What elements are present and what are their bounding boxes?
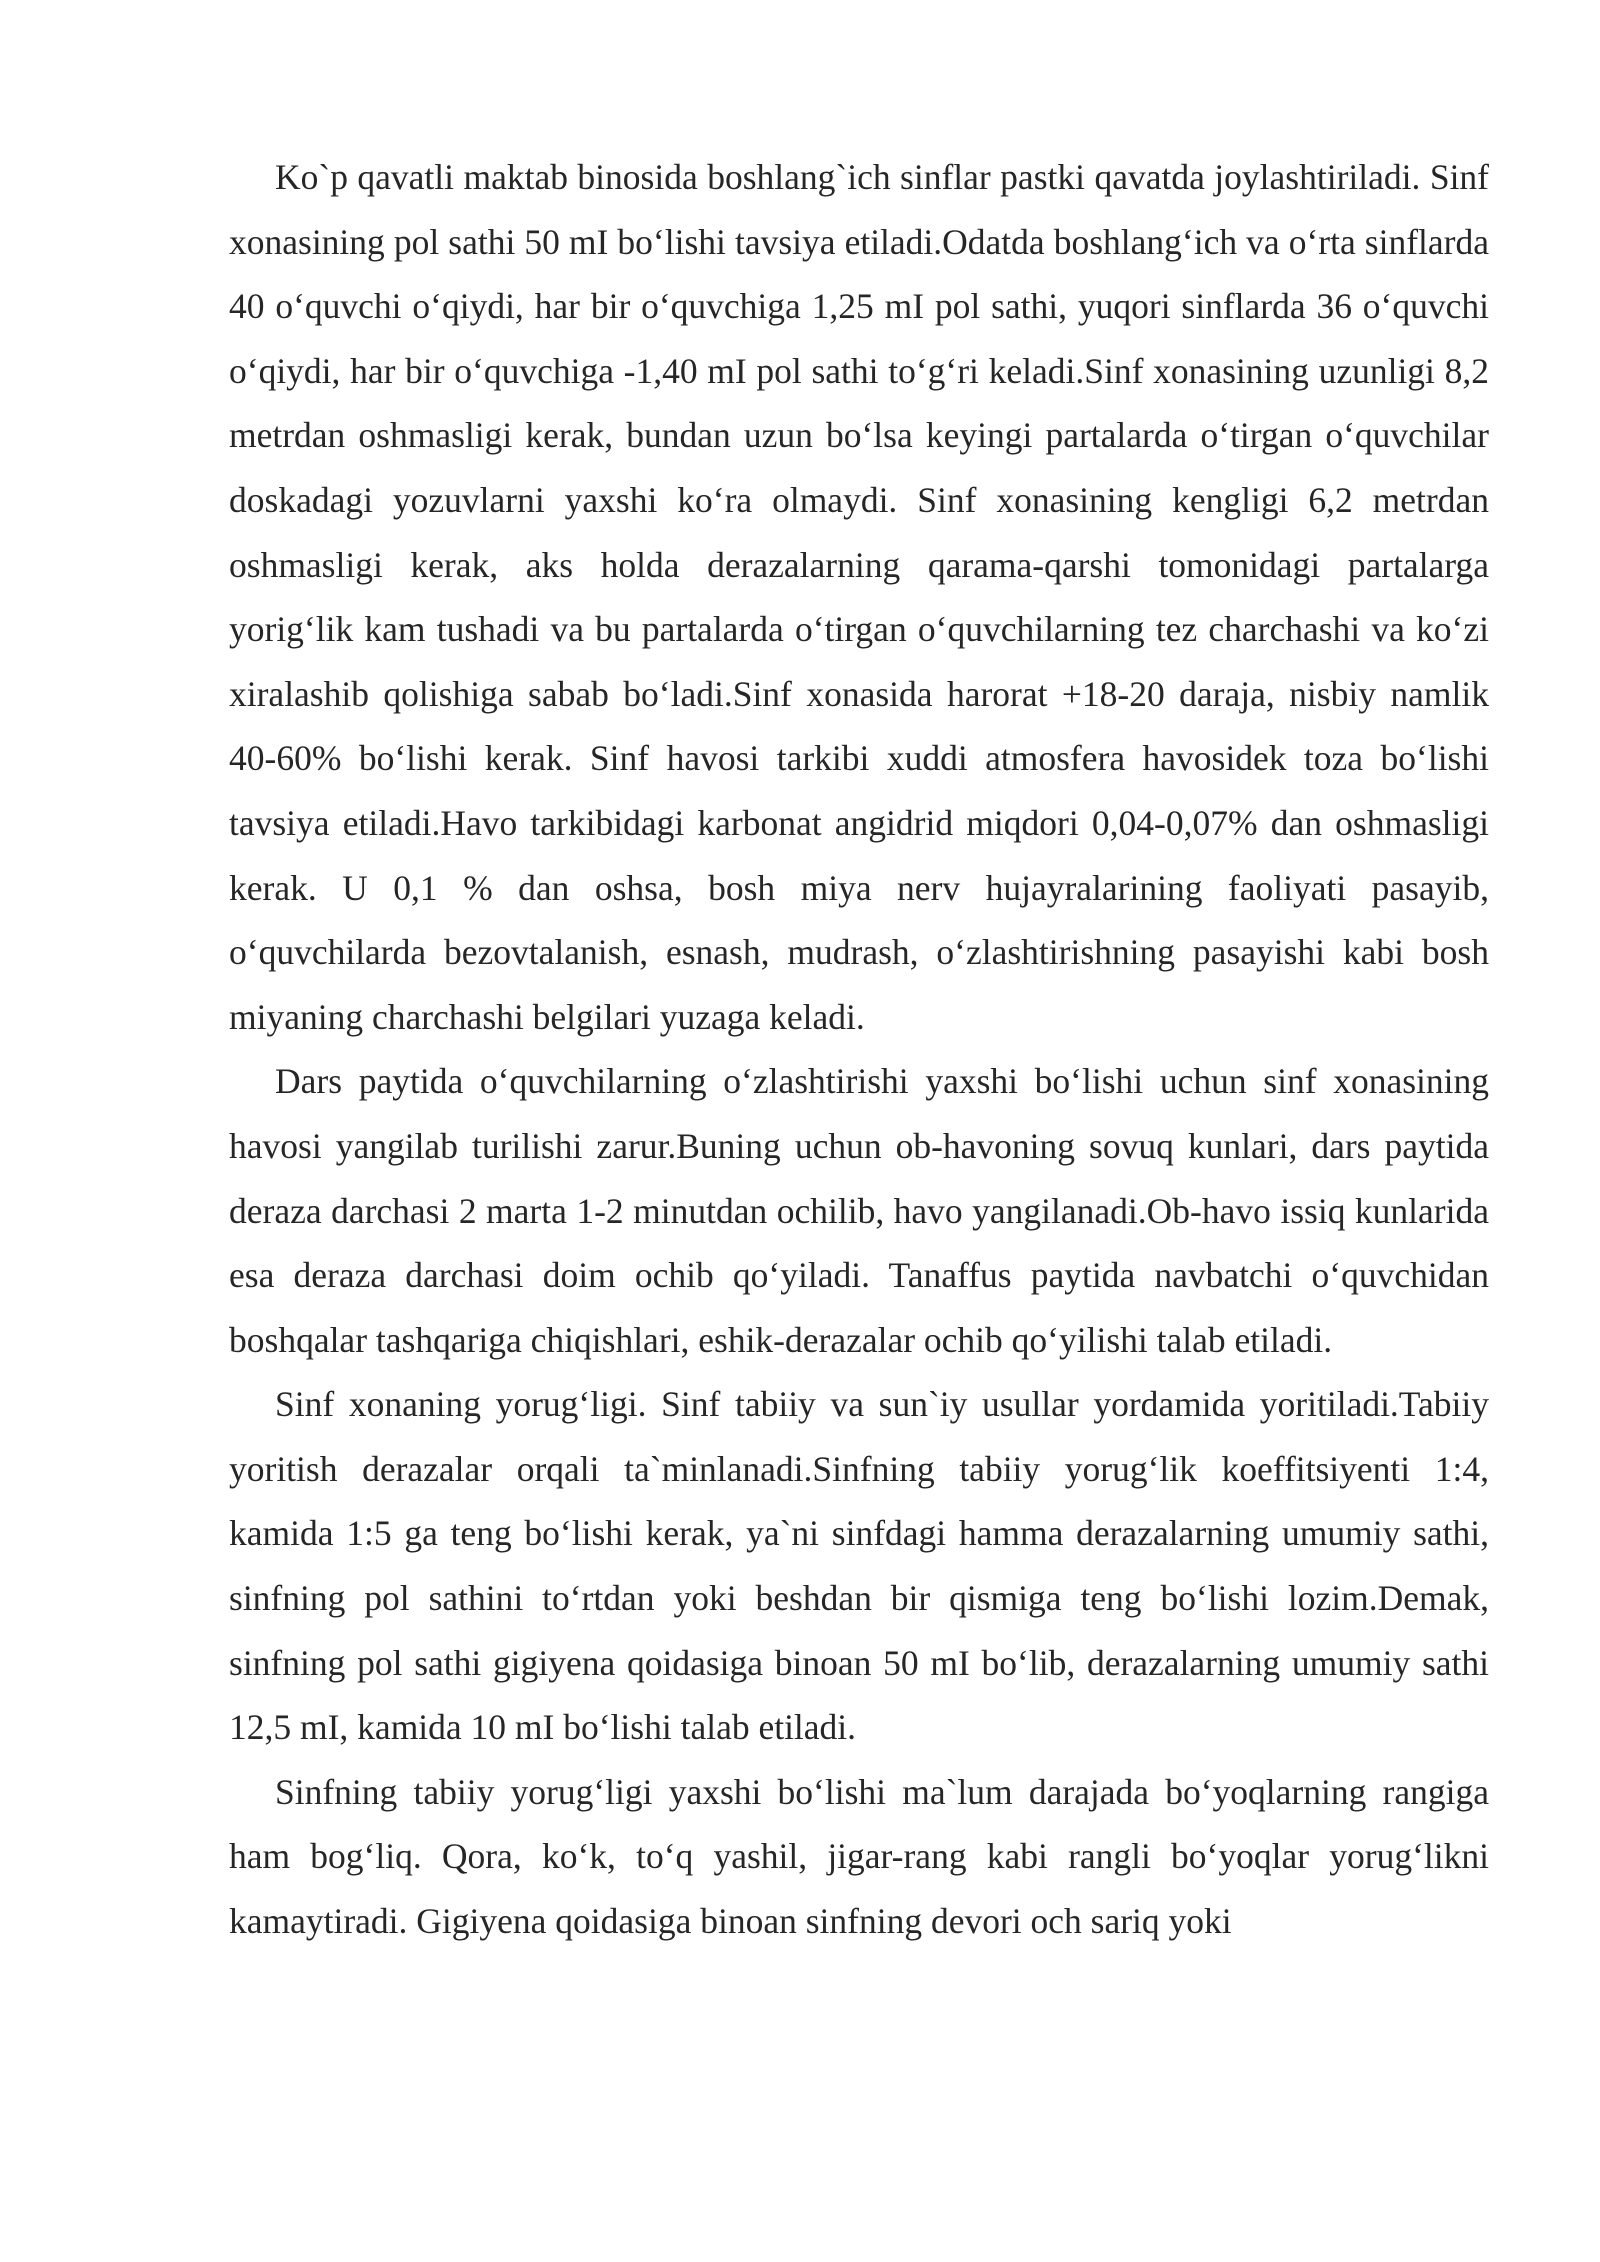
paragraph-classroom-requirements: Ko`p qavatli maktab binosida boshlang`ich sinflar pastki qavatda joylashtiriladi. Sinf xonasining pol sathi 50 mI bo‘lishi tavsiya etiladi.Odatda boshlang‘ich va o‘rta sinflarda 40 o‘quvchi o‘qiydi, har bir o‘quvchiga 1,25 mI pol sathi, yuqori sinflarda 36 o‘quvchi o‘qiydi, har bir o‘quvchiga -1,40 mI pol sathi to‘g‘ri keladi.Sinf xonasining uzunligi 8,2 metrdan oshmasligi kerak, bundan uzun bo‘lsa keyingi partalarda o‘tirgan o‘quvchilar doskadagi yozuvlarni yaxshi ko‘ra olmaydi. Sinf xonasining kengligi 6,2 metrdan oshmasligi kerak, aks holda derazalarning qarama-qarshi tomonidagi partalarga yorig‘lik kam tushadi va bu partalarda o‘tirgan o‘quvchilarning tez charchashi va ko‘zi xiralashib qolishiga sabab bo‘ladi.Sinf xonasida harorat +18-20 daraja, nisbiy namlik 40-60% bo‘lishi kerak. Sinf havosi tarkibi xuddi atmosfera havosidek toza bo‘lishi tavsiya etiladi.Havo tarkibidagi karbonat angidrid miqdori 0,04-0,07% dan oshmasligi kerak. U 0,1 % dan oshsa, bosh miya nerv hujayralarining faoliyati pasayib, o‘quvchilarda bezovtalanish, esnash, mudrash, o‘zlashtirishning pasayishi kabi bosh miyaning charchashi belgilari yuzaga keladi.: [229, 157, 1489, 1037]
paragraph-lighting: Sinf xonaning yorug‘ligi. Sinf tabiiy va sun`iy usullar yordamida yoritiladi.Tabiiy yoritish derazalar orqali ta`minlanadi.Sinfning tabiiy yorug‘lik koeffitsiyenti 1:4, kamida 1:5 ga teng bo‘lishi kerak, ya`ni sinfdagi hamma derazalarning umumiy sathi, sinfning pol sathini to‘rtdan yoki beshdan bir qismiga teng bo‘lishi lozim.Demak, sinfning pol sathi gigiyena qoidasiga binoan 50 mI bo‘lib, derazalarning umumiy sathi 12,5 mI, kamida 10 mI bo‘lishi talab etiladi.: [229, 1384, 1489, 1748]
document-body: [229, 145, 1489, 1954]
paragraph-ventilation: Dars paytida o‘quvchilarning o‘zlashtirishi yaxshi bo‘lishi uchun sinf xonasining havosi yangilab turilishi zarur.Buning uchun ob-havoning sovuq kunlari, dars paytida deraza darchasi 2 marta 1-2 minutdan ochilib, havo yangilanadi.Ob-havo issiq kunlarida esa deraza darchasi doim ochib qo‘yiladi. Tanaffus paytida navbatchi o‘quvchidan boshqalar tashqariga chiqishlari, eshik-derazalar ochib qo‘yilishi talab etiladi.: [229, 1061, 1489, 1360]
paragraph-wall-colors: Sinfning tabiiy yorug‘ligi yaxshi bo‘lishi ma`lum darajada bo‘yoqlarning rangiga ham bog‘liq. Qora, ko‘k, to‘q yashil, jigar-rang kabi rangli bo‘yoqlar yorug‘likni kamaytiradi. Gigiyena qoidasiga binoan sinfning devori och sariq yoki: [229, 1771, 1489, 1942]
